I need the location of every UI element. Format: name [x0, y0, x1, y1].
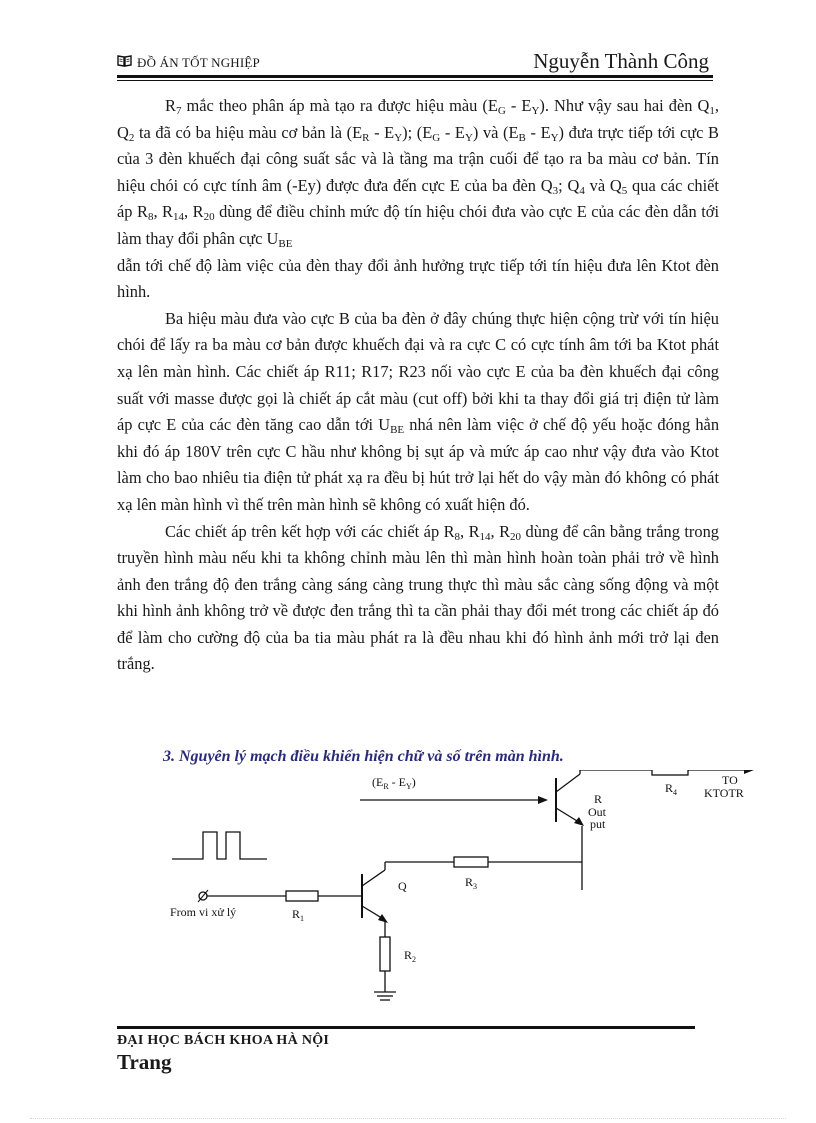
page-header: [117, 44, 713, 80]
subscript: 20: [203, 211, 215, 224]
body-paragraph: [117, 519, 719, 679]
ktotr-label: KTOTR: [704, 786, 744, 800]
transistor-r-out: Out: [588, 805, 606, 819]
text-run: ta đã có ba hiệu màu cơ bản là (E: [134, 122, 363, 142]
section-title: 3. Nguyên lý mạch điều khiển hiện chữ và số trên màn hình.: [163, 748, 564, 765]
body-text: [117, 93, 719, 678]
text-run: , R: [153, 202, 173, 222]
to-label: TO: [722, 773, 738, 787]
subscript: BE: [390, 424, 405, 437]
resistor-r2: [380, 937, 390, 971]
resistor-r3-label: $R_3$: [465, 875, 478, 891]
resistor-r3: [454, 857, 488, 867]
text-run: ) và (E: [472, 122, 519, 142]
header-author: Nguyễn Thành Công: [533, 49, 709, 73]
subscript: 8: [454, 530, 461, 543]
footer-rule: [117, 1026, 695, 1029]
subscript: R: [362, 131, 370, 144]
resistor-r1-label: $R_1$: [292, 907, 305, 923]
footer-school: ĐẠI HỌC BÁCH KHOA HÀ NỘI: [117, 1033, 330, 1048]
text-run: nhá nên làm việc ở chế độ yếu hoặc đóng hẳn khi đó áp 180V trên cực C hầu như không bị sụt áp và mức áp cao như vậy đưa vào Ktot làm cho bao nhiêu tia điện tử phát xạ ra đều bị hút trở lại hết do vậy màn đó không có phát xạ lên màn hình vì thế trên màn hình sẽ không có xuất hiện đó.: [117, 415, 720, 514]
subscript: 5: [621, 184, 628, 197]
text-run: - E: [369, 122, 395, 142]
circuit-diagram: [160, 770, 780, 1010]
footer-page-label: Trang: [117, 1050, 172, 1074]
text-run: , Q: [117, 96, 719, 142]
body-paragraph: [117, 253, 719, 306]
body-paragraph: [117, 93, 719, 253]
subscript: 3: [552, 184, 559, 197]
transistor-r-put: put: [590, 817, 606, 831]
bottom-dotted-line: [30, 1118, 786, 1119]
header-rule: [117, 75, 713, 78]
subscript: G: [432, 131, 441, 144]
subscript: 4: [579, 184, 585, 197]
resistor-r2-label: $R_2$: [404, 948, 417, 964]
text-run: dẫn tới chế độ làm việc của đèn thay đổi ảnh hưởng trực tiếp tới tín hiệu đưa lên Ktot đèn hình.: [117, 255, 719, 302]
pulse-waveform: [172, 832, 267, 859]
subscript: 8: [147, 211, 154, 224]
header-title: ĐỒ ÁN TỐT NGHIỆP: [137, 55, 260, 70]
text-run: Các chiết áp trên kết hợp với các chiết áp R: [165, 521, 455, 541]
subscript: Y: [464, 131, 473, 144]
text-run: - E: [440, 122, 465, 142]
body-paragraph: [117, 306, 719, 519]
subscript: BE: [278, 237, 293, 250]
text-run: ); (E: [402, 122, 433, 142]
text-run: R: [165, 96, 176, 115]
subscript: 20: [510, 530, 522, 543]
subscript: Y: [394, 131, 403, 144]
resistor-r4: [652, 770, 688, 775]
resistor-r1: [286, 891, 318, 901]
book-icon: [117, 55, 132, 67]
text-run: , R: [460, 521, 480, 541]
subscript: 14: [479, 530, 491, 543]
output-arrow: [744, 770, 754, 774]
subscript: Y: [531, 105, 540, 117]
text-run: và Q: [584, 175, 622, 195]
input-label: $(E_R - E_Y)$: [372, 775, 416, 791]
subscript: 7: [175, 105, 182, 117]
transistor-q-label: Q: [398, 879, 407, 893]
subscript: Y: [550, 131, 559, 144]
text-run: - E: [525, 122, 551, 142]
from-label: From vi xử lý: [170, 905, 237, 919]
text-run: ). Như vậy sau hai đèn Q: [539, 96, 710, 115]
text-run: dùng để cân bằng trắng trong truyền hình màu nếu khi ta không chỉnh màu lên thì màn hình hoàn toàn phải trở về hình ảnh đen trắng độ đen trắng càng sáng càng trung thực thì màu sắc càng sống động và một khi hình ảnh không trở về được đen trắng thì ta cần phải thay đổi mét trong các chiết áp đó để làm cho cường độ của ba tia màu phát ra là đều nhau khi đó hình ảnh mới trở lại đen trắng.: [117, 521, 719, 674]
header-rule-thin: [117, 80, 713, 81]
text-run: , R: [184, 202, 204, 222]
transistor-q-emitter-arrow: [378, 914, 388, 923]
text-run: , R: [490, 521, 511, 541]
subscript: 2: [128, 131, 135, 144]
transistor-q-collector: [362, 870, 385, 886]
text-run: Ba hiệu màu đưa vào cực B của ba đèn ở đây chúng thực hiện cộng trừ với tín hiệu chói để lấy ra ba màu cơ bản được khuếch đại và ra cực C có cực tính âm tới ba Ktot phát xạ lên màn hình. Các chiết áp R11; R17; R23 nối vào cực E của ba đèn khuếch đại công suất với masse được gọi là chiết áp cắt màu (cut off) bởi khi ta thay đổi giá trị điện tử làm áp cực E của các đèn tăng cao dẫn tới U: [117, 308, 719, 435]
transistor-r-emitter-arrow: [574, 817, 584, 826]
transistor-r-label: R: [594, 792, 603, 806]
text-run: ; Q: [558, 175, 580, 195]
resistor-r4-label: $R_4$: [665, 781, 678, 797]
text-run: - E: [505, 96, 532, 115]
text-run: dùng để điều chỉnh mức độ tín hiệu chói đưa vào cực E của các đèn dẫn tới làm thay đổi phân cực U: [117, 202, 719, 248]
text-run: ) đưa trực tiếp tới cực B của 3 đèn khuếch đại công suất sắc và là tầng ma trận cuối để tạo ra ba màu cơ bản. Tín hiệu chói có cực tính âm (-Ey) được đưa đến cực E của ba đèn Q: [117, 122, 719, 195]
input-arrow: [538, 796, 548, 804]
subscript: 14: [173, 211, 184, 224]
transistor-r-collector: [556, 774, 580, 792]
subscript: B: [518, 131, 526, 144]
subscript: G: [497, 105, 506, 117]
text-run: mắc theo phân áp mà tạo ra được hiệu màu (E: [181, 96, 498, 115]
text-run: qua các chiết áp R: [117, 175, 719, 222]
subscript: 1: [709, 105, 715, 117]
